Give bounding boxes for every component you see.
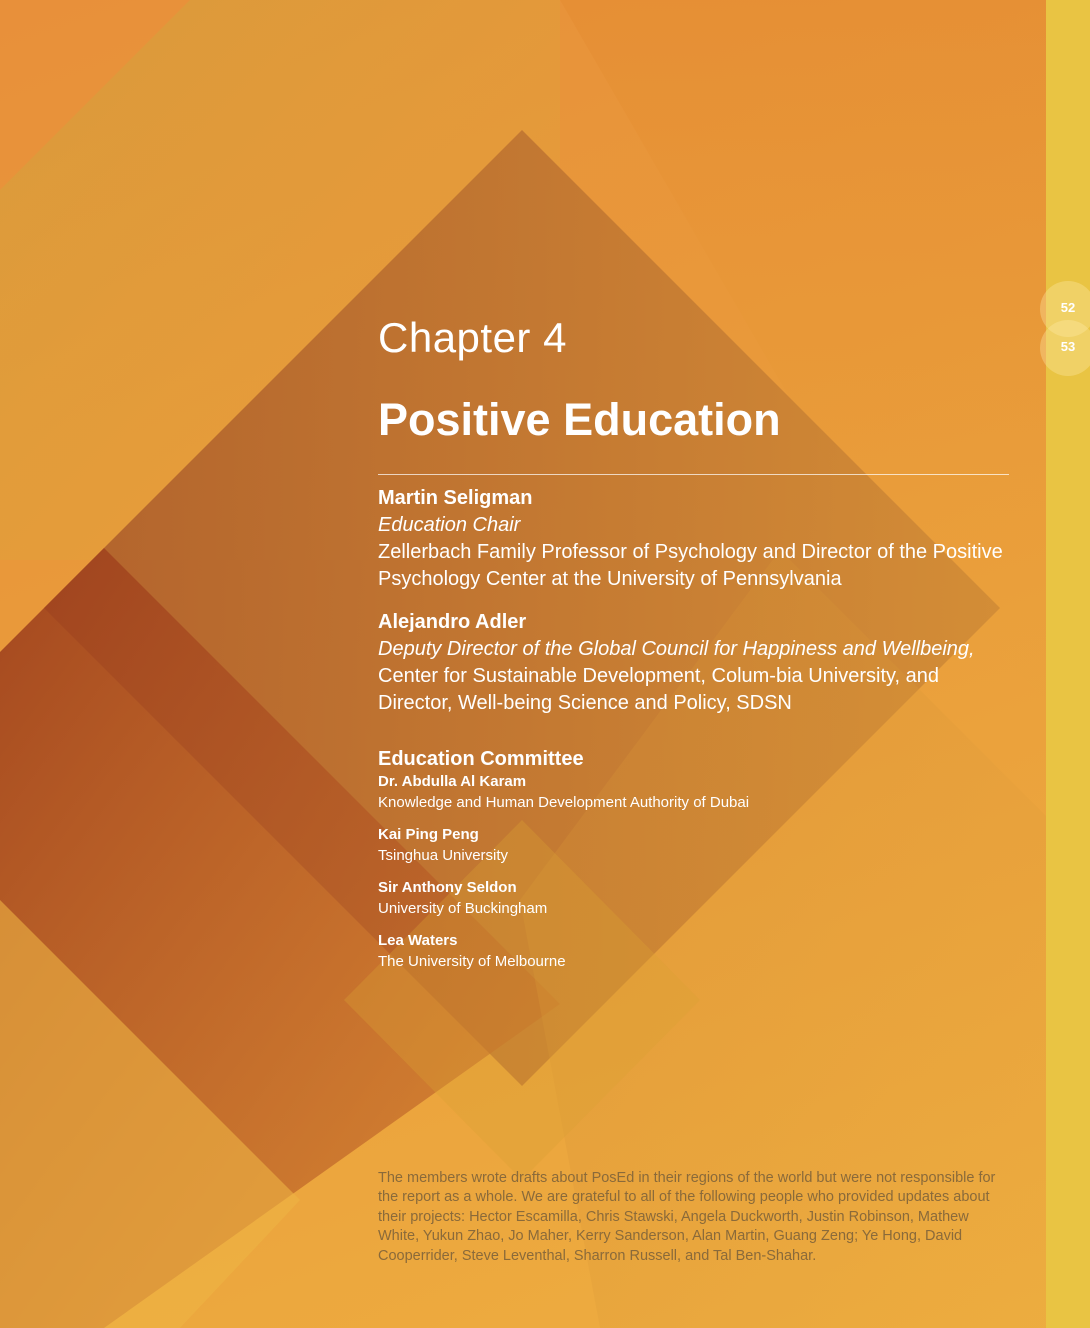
author-description: Center for Sustainable Development, Colum-bia University, and Director, Well-being Science and Policy, SDSN [378, 665, 940, 714]
committee-block [378, 747, 1010, 972]
member-org: University of Buckingham [378, 900, 548, 917]
member-name: Lea Waters [378, 932, 458, 949]
page-number-right-text: 53 [1060, 339, 1076, 354]
author-name: Martin Seligman [378, 487, 533, 509]
author-description: Zellerbach Family Professor of Psychology and Director of the Positive Psychology Center at the University of Pennsylvania [378, 541, 1003, 590]
author-name: Alejandro Adler [378, 611, 527, 633]
author-block-2 [378, 609, 1010, 717]
author-role: Deputy Director of the Global Council for Happiness and Wellbeing, [378, 638, 975, 660]
member-name: Dr. Abdulla Al Karam [378, 773, 527, 790]
chapter-label: Chapter 4 [378, 314, 567, 361]
member-org: The University of Melbourne [378, 953, 566, 970]
member-org: Tsinghua University [378, 847, 509, 864]
member-org: Knowledge and Human Development Authority of Dubai [378, 794, 750, 811]
acknowledgement-footnote: The members wrote drafts about PosEd in their regions of the world but were not responsible for the report as a whole. We are grateful to all of the following people who provided updates about their projects: Hector Escamilla, Chris Stawski, Angela Duckworth, Justin Robinson, Mathew White, Yukun Zhao, Jo Maher, Kerry Sanderson, Alan Martin, Guang Zeng; Ye Hong, David Cooperrider, Steve Leventhal, Sharron Russell, and Tal Ben-Shahar. [378, 1169, 996, 1264]
author-block-1 [378, 485, 1010, 593]
side-strip [1046, 0, 1090, 1328]
chapter-title: Positive Education [378, 394, 781, 445]
page-number-left-text: 52 [1060, 300, 1076, 315]
chapter-content [378, 312, 1010, 983]
page-number-right [1040, 320, 1090, 376]
committee-title: Education Committee [378, 748, 584, 770]
member-name: Sir Anthony Seldon [378, 879, 517, 896]
committee-member [378, 771, 1010, 813]
committee-member [378, 824, 1010, 866]
author-role: Education Chair [378, 514, 521, 536]
title-divider [378, 474, 1009, 475]
author-description-combined [378, 638, 975, 714]
committee-member [378, 930, 1010, 972]
member-name: Kai Ping Peng [378, 826, 479, 843]
committee-member [378, 877, 1010, 919]
